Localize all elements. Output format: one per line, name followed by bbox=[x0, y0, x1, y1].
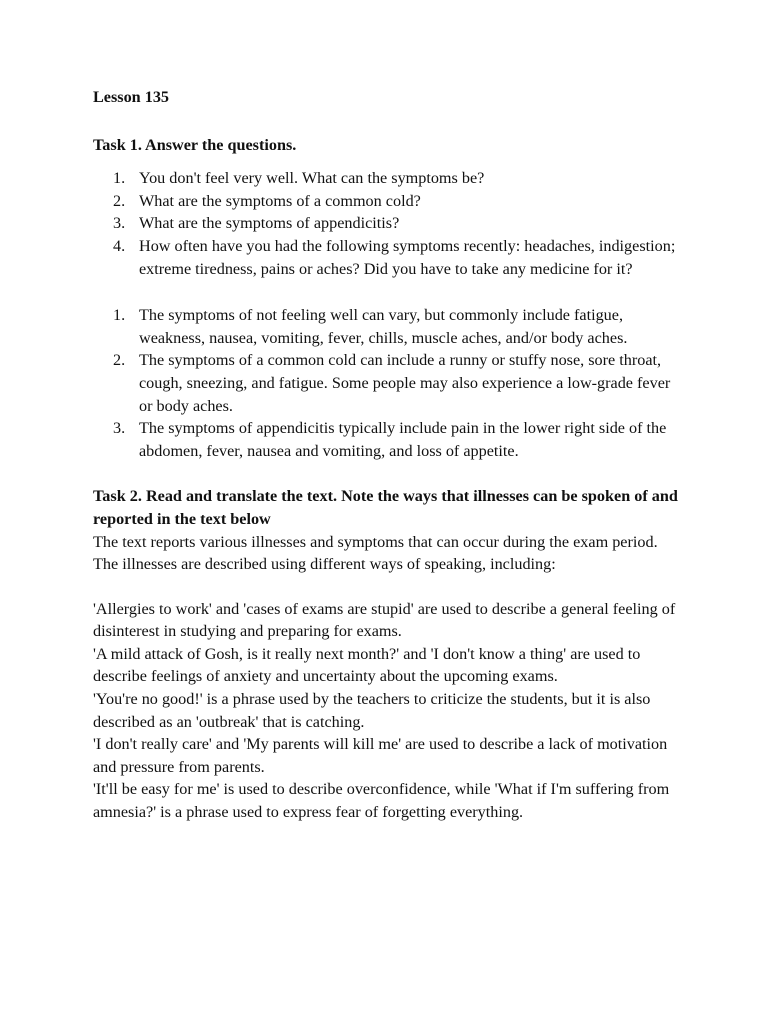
answer-text: The symptoms of not feeling well can vary, but commonly include fatigue, weakness, nausea, vomiting, fever, chills, muscle aches, and/or body aches. bbox=[139, 306, 628, 347]
question-text: What are the symptoms of a common cold? bbox=[139, 191, 421, 210]
task2-heading: Task 2. Read and translate the text. Note the ways that illnesses can be spoken of and reported in the text below bbox=[93, 487, 678, 528]
answer-number: 1. bbox=[113, 306, 126, 325]
question-number: 4. bbox=[113, 236, 126, 255]
answer-item bbox=[93, 417, 683, 462]
question-text: What are the symptoms of appendicitis? bbox=[139, 214, 400, 233]
document-page bbox=[93, 86, 683, 824]
question-item bbox=[93, 212, 683, 235]
task2-paragraph: 'I don't really care' and 'My parents will kill me' are used to describe a lack of motivation and pressure from parents. bbox=[93, 735, 668, 776]
question-text: You don't feel very well. What can the symptoms be? bbox=[139, 169, 485, 188]
task1-answers-list bbox=[93, 304, 683, 462]
task2-paragraph: 'You're no good!' is a phrase used by the teachers to criticize the students, but it is also described as an 'outbreak' that is catching. bbox=[93, 690, 651, 731]
question-number: 1. bbox=[113, 169, 126, 188]
task2-intro: The text reports various illnesses and symptoms that can occur during the exam period. The illnesses are described using different ways of speaking, including: bbox=[93, 532, 658, 574]
question-item bbox=[93, 167, 683, 190]
paragraph-spacer bbox=[93, 576, 683, 598]
answer-text: The symptoms of appendicitis typically include pain in the lower right side of the abdomen, fever, nausea and vomiting, and loss of appetite. bbox=[139, 419, 667, 460]
task2-paragraph: 'It'll be easy for me' is used to describe overconfidence, while 'What if I'm suffering from amnesia?' is a phrase used to express fear of forgetting everything. bbox=[93, 780, 670, 822]
question-number: 3. bbox=[113, 214, 126, 233]
question-text: How often have you had the following symptoms recently: headaches, indigestion; extreme tiredness, pains or aches? Did you have to take any medicine for it? bbox=[139, 236, 676, 278]
question-number: 2. bbox=[113, 191, 126, 210]
task2-paragraph: 'A mild attack of Gosh, is it really next month?' and 'I don't know a thing' are used to describe feelings of anxiety and uncertainty about the upcoming exams. bbox=[93, 644, 641, 686]
answer-item bbox=[93, 349, 683, 417]
task2-paragraph: 'Allergies to work' and 'cases of exams are stupid' are used to describe a general feeling of disinterest in studying and preparing for exams. bbox=[93, 599, 676, 641]
task1-questions-list bbox=[93, 167, 683, 280]
question-item bbox=[93, 235, 683, 280]
answer-number: 3. bbox=[113, 419, 126, 438]
answer-text: The symptoms of a common cold can include a runny or stuffy nose, sore throat, cough, sneezing, and fatigue. Some people may also experience a low-grade fever or body aches. bbox=[139, 351, 671, 415]
task1-heading: Task 1. Answer the questions. bbox=[93, 135, 297, 154]
answer-number: 2. bbox=[113, 351, 126, 370]
lesson-title: Lesson 135 bbox=[93, 88, 170, 106]
answer-item bbox=[93, 304, 683, 349]
question-item bbox=[93, 190, 683, 213]
